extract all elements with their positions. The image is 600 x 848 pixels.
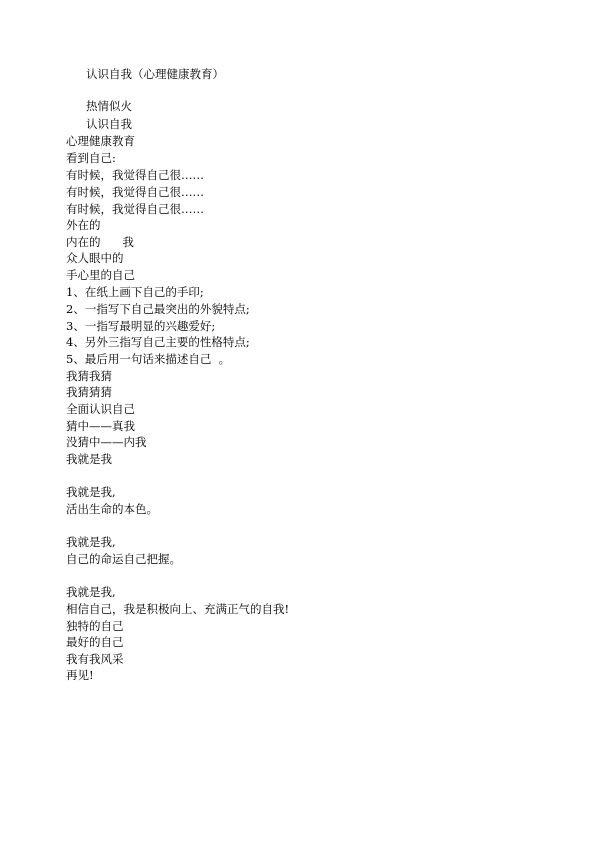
- text-line: 看到自己:: [66, 151, 116, 165]
- list-item: 3、一指写最明显的兴趣爱好;: [66, 319, 216, 333]
- text-line: 有时候，我觉得自己很……: [66, 202, 204, 216]
- text-line: 猜中——真我: [66, 419, 135, 433]
- text-line: 我就是我,: [66, 535, 116, 549]
- list-item: 4、另外三指写自己主要的性格特点;: [66, 335, 250, 349]
- text-line: 我有我风采: [66, 652, 124, 666]
- text-line: 手心里的自己: [66, 268, 135, 282]
- text-line: 我就是我,: [66, 485, 116, 499]
- text-line: 内在的 我: [66, 235, 134, 249]
- text-line: 我就是我,: [66, 585, 116, 599]
- text-line: 自己的命运自己把握。: [66, 552, 181, 566]
- document-author: 热情似火: [86, 99, 132, 113]
- list-item: 1、在纸上画下自己的手印;: [66, 285, 204, 299]
- text-line: 我猜猜猜: [66, 385, 112, 399]
- text-line: 相信自己，我是积极向上、充满正气的自我!: [66, 602, 290, 616]
- text-line: 有时候，我觉得自己很……: [66, 168, 204, 182]
- text-line: 独特的自己: [66, 619, 124, 633]
- text-line: 心理健康教育: [66, 134, 135, 148]
- text-line: 没猜中——内我: [66, 435, 147, 449]
- text-line: 我就是我: [66, 452, 112, 466]
- text-line: 活出生命的本色。: [66, 502, 158, 516]
- text-line: 最好的自己: [66, 635, 124, 649]
- text-line: 再见!: [66, 668, 94, 682]
- text-line: 众人眼中的: [66, 251, 124, 265]
- text-line: 全面认识自己: [66, 402, 135, 416]
- text-line: 外在的: [66, 218, 101, 232]
- document-title: 认识自我（心理健康教育）: [86, 67, 224, 81]
- text-line: 我猜我猜: [66, 369, 112, 383]
- list-item: 2、一指写下自己最突出的外貌特点;: [66, 302, 250, 316]
- text-line: 有时候，我觉得自己很……: [66, 185, 204, 199]
- list-item: 5、最后用一句话来描述自己 。: [66, 352, 231, 366]
- section-heading: 认识自我: [86, 117, 132, 131]
